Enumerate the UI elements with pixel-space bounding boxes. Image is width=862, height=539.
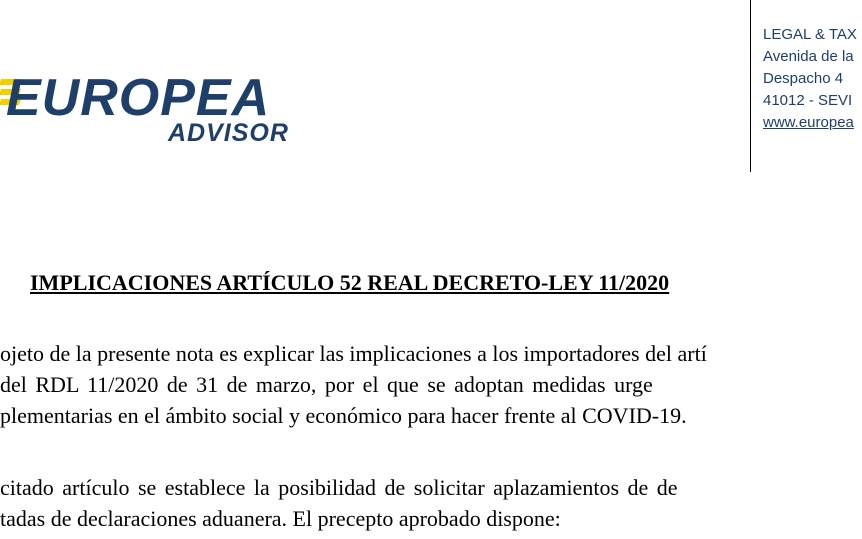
paragraph-line: ojeto de la presente nota es explicar las implicaciones a los importadores del artí <box>0 341 707 366</box>
contact-line: 41012 - SEVI <box>763 92 853 109</box>
header-divider <box>750 0 751 172</box>
paragraph-line: citado artículo se establece la posibilidad de solicitar aplazamientos de de <box>0 475 678 500</box>
contact-block <box>763 24 857 134</box>
document-title: IMPLICACIONES ARTÍCULO 52 REAL DECRETO-LEY 11/2020 <box>30 270 670 295</box>
logo-subtitle: ADVISOR <box>168 119 289 147</box>
contact-line: Despacho 4 <box>763 70 844 87</box>
paragraph-line: tadas de declaraciones aduanera. El precepto aprobado dispone: <box>0 506 561 531</box>
paragraph-line: del RDL 11/2020 de 31 de marzo, por el que se adoptan medidas urge <box>0 372 653 397</box>
website-link[interactable]: www.europea <box>763 114 854 131</box>
company-logo <box>0 62 320 152</box>
contact-line: LEGAL & TAX <box>763 26 857 43</box>
contact-line: Avenida de la <box>763 48 854 65</box>
paragraph-1 <box>0 338 707 431</box>
paragraph-line: plementarias en el ámbito social y económico para hacer frente al COVID-19. <box>0 403 687 428</box>
paragraph-2 <box>0 472 678 534</box>
logo-wordmark: EUROPEA <box>6 69 271 127</box>
